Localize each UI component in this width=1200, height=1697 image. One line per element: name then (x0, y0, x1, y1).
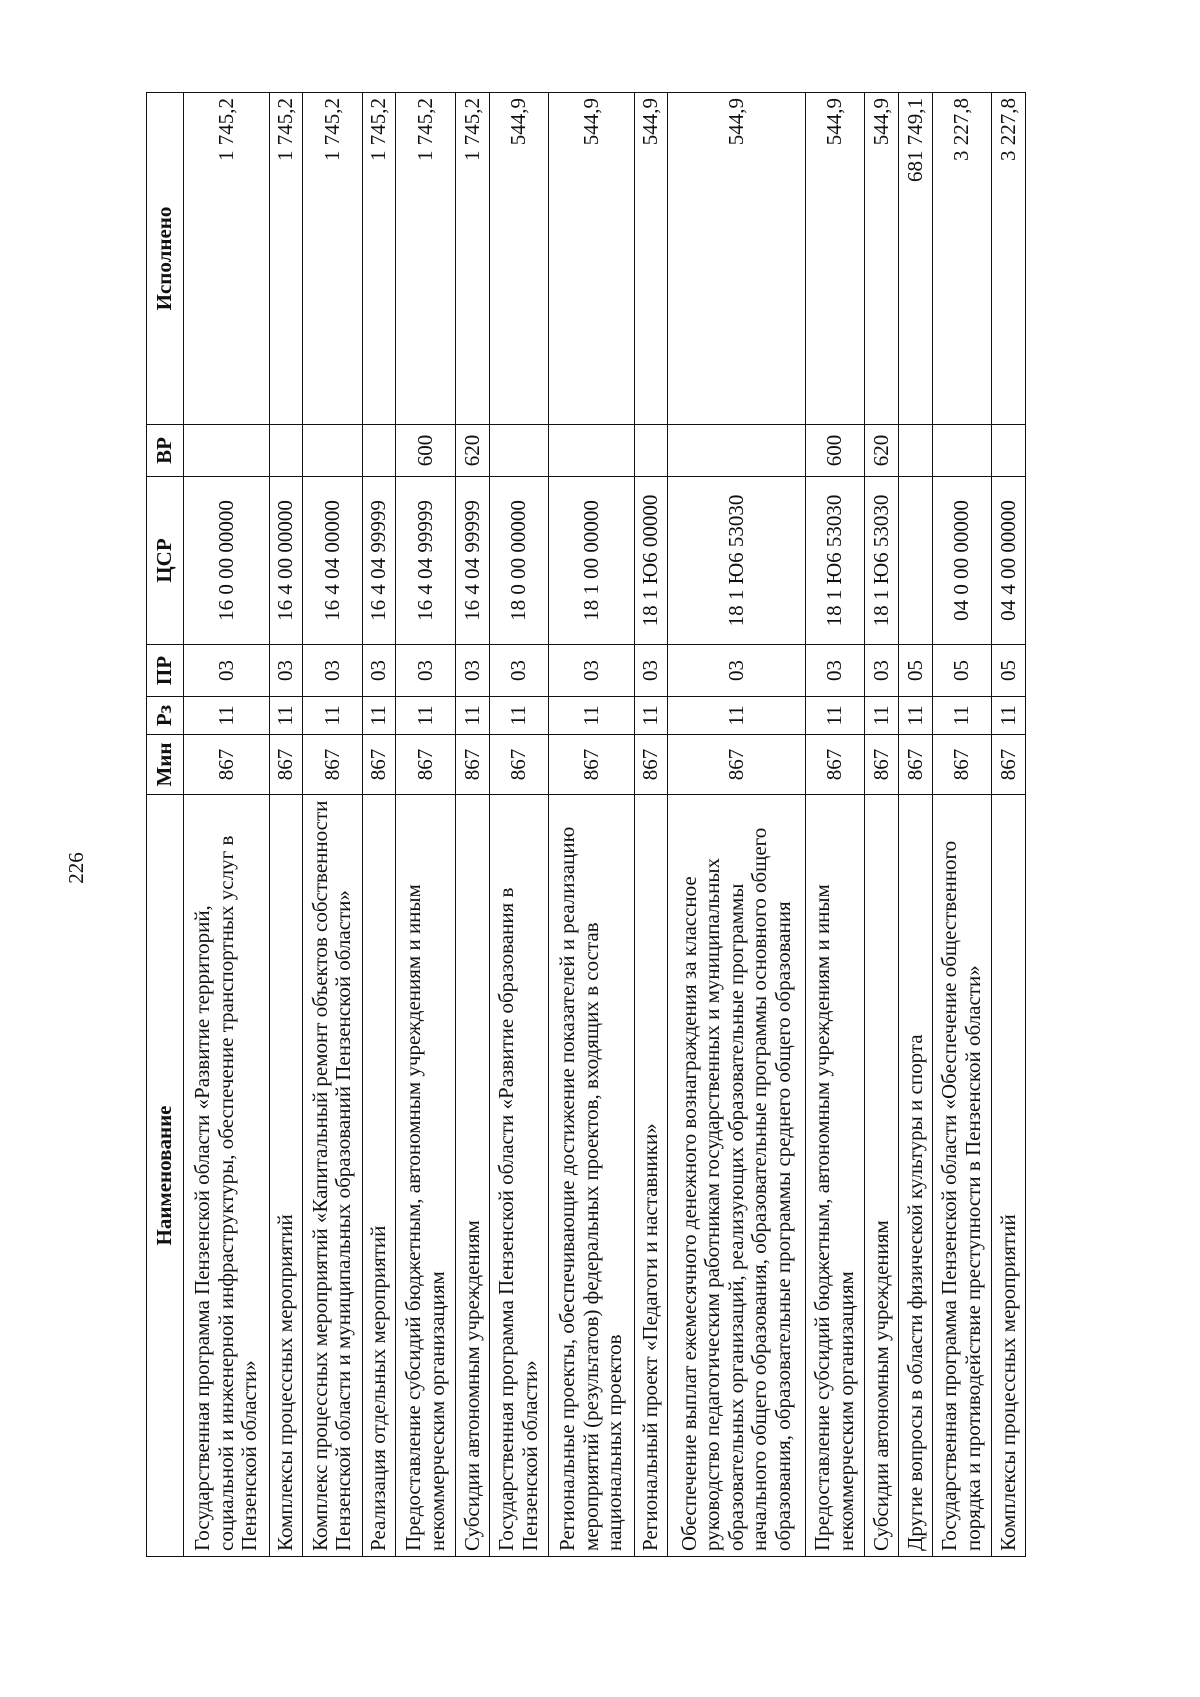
table-row (455, 93, 489, 1557)
cell-name: Региональный проект «Педагоги и наставники» (634, 795, 668, 1557)
cell-rz: 11 (932, 697, 992, 735)
cell-pr: 03 (362, 645, 396, 697)
table-row (549, 93, 635, 1557)
cell-vr: 600 (805, 425, 865, 477)
rotated-table-container (146, 93, 1026, 1557)
cell-min: 867 (489, 735, 549, 795)
cell-done: 1 745,2 (396, 93, 456, 425)
header-rz: Рз (147, 697, 184, 735)
table-row (362, 93, 396, 1557)
table-row (865, 93, 899, 1557)
cell-pr: 05 (932, 645, 992, 697)
cell-min: 867 (932, 735, 992, 795)
cell-done: 1 745,2 (184, 93, 270, 425)
cell-min: 867 (668, 735, 805, 795)
cell-name: Государственная программа Пензенской области «Обеспечение общественного порядка и противодействие преступности в Пензенской области» (932, 795, 992, 1557)
header-name: Наименование (147, 795, 184, 1557)
cell-vr: 620 (865, 425, 899, 477)
cell-csr: 18 1 Ю6 53030 (865, 477, 899, 645)
cell-done: 681 749,1 (898, 93, 932, 425)
cell-rz: 11 (269, 697, 303, 735)
cell-csr: 18 1 Ю6 53030 (668, 477, 805, 645)
cell-csr: 18 1 00 00000 (549, 477, 635, 645)
cell-pr: 03 (396, 645, 456, 697)
table-row (898, 93, 932, 1557)
cell-csr: 18 1 Ю6 53030 (805, 477, 865, 645)
cell-done: 544,9 (805, 93, 865, 425)
cell-rz: 11 (865, 697, 899, 735)
cell-min: 867 (455, 735, 489, 795)
cell-vr (668, 425, 805, 477)
cell-csr: 18 1 Ю6 00000 (634, 477, 668, 645)
cell-done: 544,9 (634, 93, 668, 425)
cell-min: 867 (362, 735, 396, 795)
cell-pr: 03 (489, 645, 549, 697)
cell-pr: 03 (634, 645, 668, 697)
cell-pr: 05 (898, 645, 932, 697)
budget-execution-table (146, 92, 1026, 1557)
header-min: Мин (147, 735, 184, 795)
cell-min: 867 (303, 735, 363, 795)
cell-vr (932, 425, 992, 477)
cell-done: 544,9 (668, 93, 805, 425)
cell-done: 1 745,2 (303, 93, 363, 425)
cell-pr: 03 (865, 645, 899, 697)
cell-csr: 16 4 04 00000 (303, 477, 363, 645)
cell-vr (269, 425, 303, 477)
cell-rz: 11 (303, 697, 363, 735)
table-row (269, 93, 303, 1557)
cell-csr (898, 477, 932, 645)
header-vr: ВР (147, 425, 184, 477)
table-row (489, 93, 549, 1557)
cell-name: Предоставление субсидий бюджетным, автономным учреждениям и иным некоммерческим организациям (805, 795, 865, 1557)
header-done: Исполнено (147, 93, 184, 425)
table-row (668, 93, 805, 1557)
table-row (303, 93, 363, 1557)
table-row (805, 93, 865, 1557)
cell-rz: 11 (634, 697, 668, 735)
cell-min: 867 (184, 735, 270, 795)
cell-done: 544,9 (549, 93, 635, 425)
cell-csr: 16 4 04 99999 (362, 477, 396, 645)
table-row (396, 93, 456, 1557)
cell-pr: 03 (184, 645, 270, 697)
cell-name: Государственная программа Пензенской области «Развитие территорий, социальной и инженерной инфраструктуры, обеспечение транспортных услуг в Пензенской области» (184, 795, 270, 1557)
cell-rz: 11 (992, 697, 1026, 735)
cell-csr: 18 0 00 00000 (489, 477, 549, 645)
cell-vr (489, 425, 549, 477)
cell-name: Комплекс процессных мероприятий «Капитальный ремонт объектов собственности Пензенской области и муниципальных образований Пензенской области» (303, 795, 363, 1557)
cell-name: Региональные проекты, обеспечивающие достижение показателей и реализацию мероприятий (результатов) федеральных проектов, входящих в состав национальных проектов (549, 795, 635, 1557)
cell-done: 544,9 (865, 93, 899, 425)
cell-name: Реализация отдельных мероприятий (362, 795, 396, 1557)
cell-rz: 11 (489, 697, 549, 735)
cell-csr: 16 4 04 99999 (455, 477, 489, 645)
cell-rz: 11 (805, 697, 865, 735)
cell-min: 867 (396, 735, 456, 795)
cell-vr (549, 425, 635, 477)
table-row (932, 93, 992, 1557)
cell-name: Другие вопросы в области физической культуры и спорта (898, 795, 932, 1557)
cell-min: 867 (805, 735, 865, 795)
cell-vr (634, 425, 668, 477)
cell-min: 867 (865, 735, 899, 795)
cell-rz: 11 (549, 697, 635, 735)
header-pr: ПР (147, 645, 184, 697)
cell-vr (184, 425, 270, 477)
cell-done: 544,9 (489, 93, 549, 425)
cell-name: Государственная программа Пензенской области «Развитие образования в Пензенской области» (489, 795, 549, 1557)
cell-min: 867 (898, 735, 932, 795)
cell-vr: 620 (455, 425, 489, 477)
cell-vr (992, 425, 1026, 477)
cell-pr: 03 (455, 645, 489, 697)
cell-vr (362, 425, 396, 477)
page-number: 226 (64, 852, 88, 884)
cell-min: 867 (634, 735, 668, 795)
table-row (634, 93, 668, 1557)
cell-name: Предоставление субсидий бюджетным, автономным учреждениям и иным некоммерческим организациям (396, 795, 456, 1557)
cell-vr (303, 425, 363, 477)
table-header (147, 93, 184, 1557)
cell-pr: 03 (303, 645, 363, 697)
table-row (992, 93, 1026, 1557)
cell-name: Обеспечение выплат ежемесячного денежного вознаграждения за классное руководство педагогическим работникам государственных и муниципальных образовательных организаций, реализующих образовательные программы начального общего образования, образовательные программы основного общего образования, образовательные программы среднего общего образования (668, 795, 805, 1557)
cell-done: 3 227,8 (992, 93, 1026, 425)
cell-rz: 11 (898, 697, 932, 735)
cell-rz: 11 (184, 697, 270, 735)
cell-csr: 04 4 00 00000 (992, 477, 1026, 645)
cell-rz: 11 (396, 697, 456, 735)
cell-min: 867 (269, 735, 303, 795)
cell-pr: 03 (549, 645, 635, 697)
cell-vr: 600 (396, 425, 456, 477)
cell-pr: 03 (269, 645, 303, 697)
cell-rz: 11 (362, 697, 396, 735)
cell-done: 1 745,2 (362, 93, 396, 425)
cell-rz: 11 (668, 697, 805, 735)
header-csr: ЦСР (147, 477, 184, 645)
table-body (184, 93, 1026, 1557)
cell-done: 1 745,2 (455, 93, 489, 425)
cell-done: 1 745,2 (269, 93, 303, 425)
cell-rz: 11 (455, 697, 489, 735)
cell-name: Комплексы процессных мероприятий (992, 795, 1026, 1557)
cell-csr: 16 0 00 00000 (184, 477, 270, 645)
table-row (184, 93, 270, 1557)
cell-name: Субсидии автономным учреждениям (455, 795, 489, 1557)
cell-pr: 05 (992, 645, 1026, 697)
cell-vr (898, 425, 932, 477)
cell-pr: 03 (668, 645, 805, 697)
cell-min: 867 (549, 735, 635, 795)
cell-min: 867 (992, 735, 1026, 795)
cell-csr: 16 4 00 00000 (269, 477, 303, 645)
cell-csr: 16 4 04 99999 (396, 477, 456, 645)
header-row (147, 93, 184, 1557)
cell-name: Субсидии автономным учреждениям (865, 795, 899, 1557)
cell-pr: 03 (805, 645, 865, 697)
cell-csr: 04 0 00 00000 (932, 477, 992, 645)
cell-done: 3 227,8 (932, 93, 992, 425)
cell-name: Комплексы процессных мероприятий (269, 795, 303, 1557)
